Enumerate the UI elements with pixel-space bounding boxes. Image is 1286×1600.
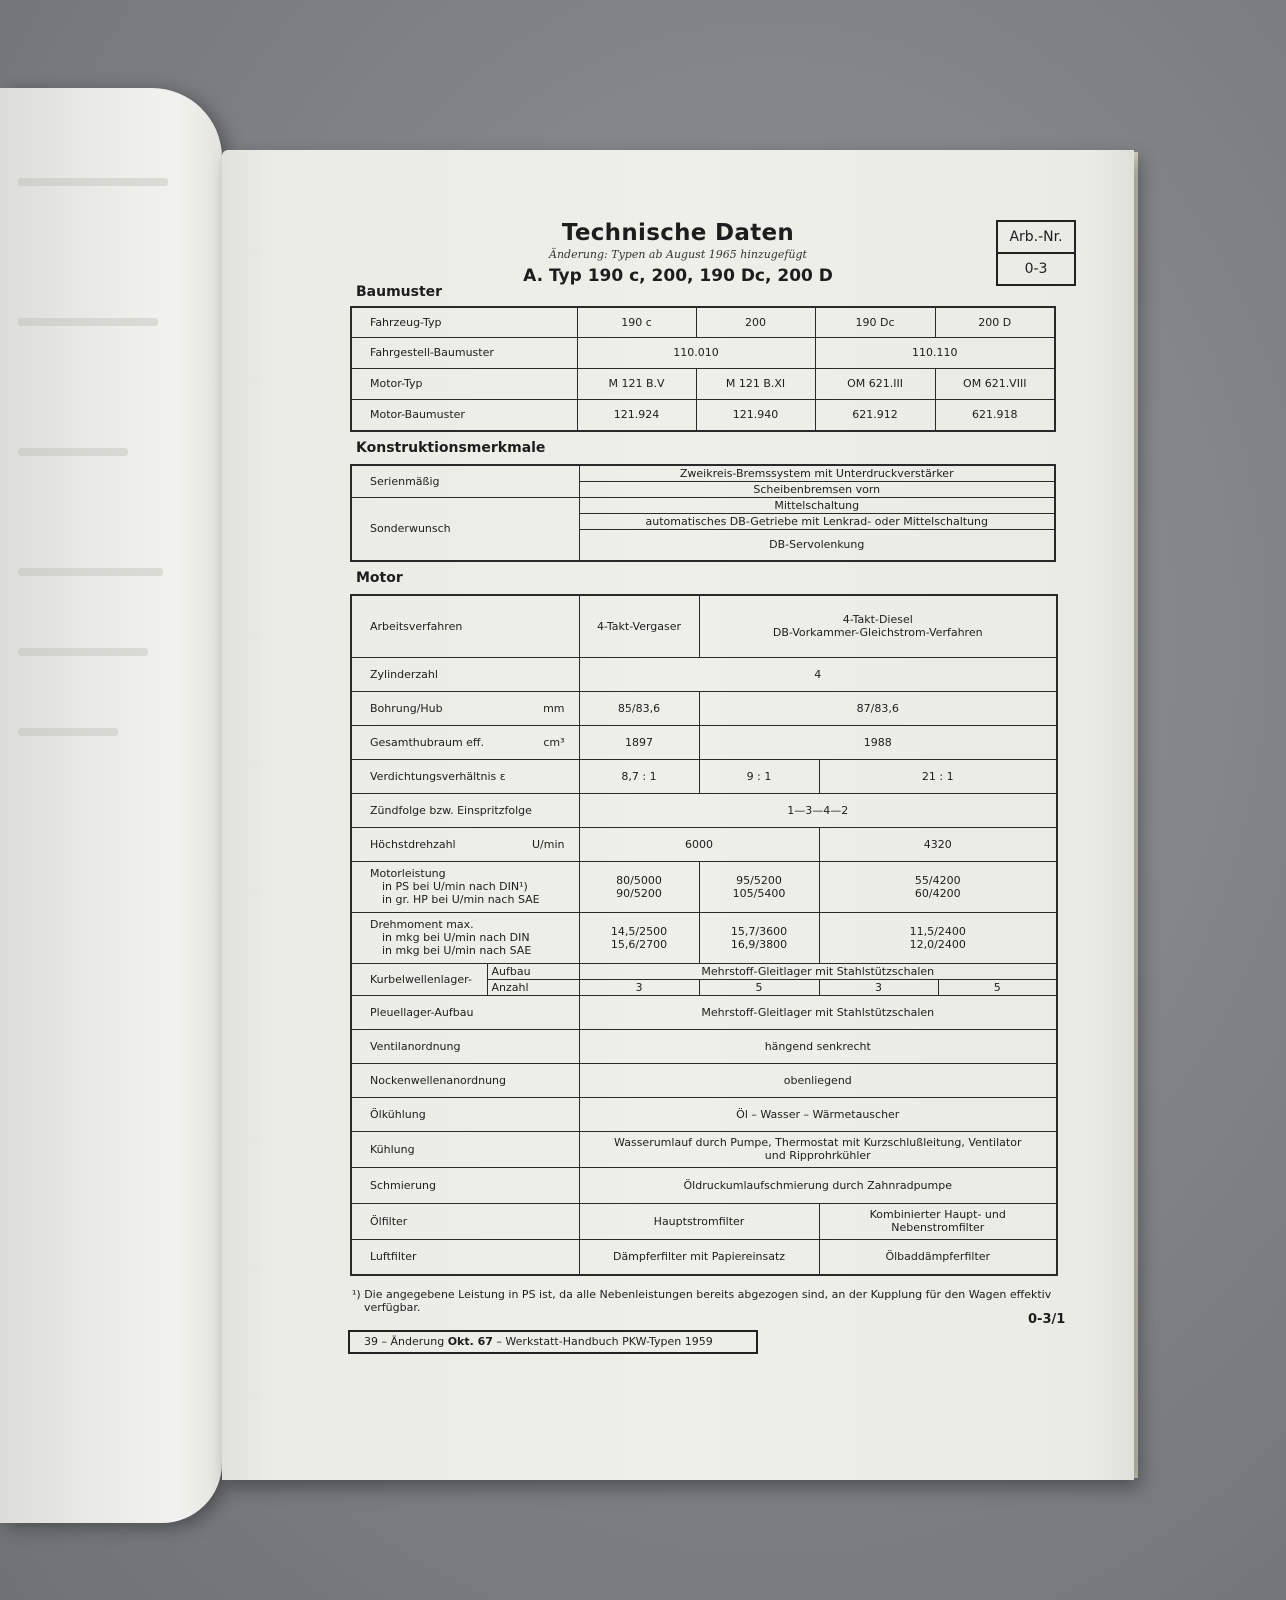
section-konstruktion: Konstruktionsmerkmale [356, 440, 546, 456]
motor-table [350, 594, 1058, 1276]
row-sublabel: in mkg bei U/min nach DIN [382, 931, 530, 944]
cell: DB-Servolenkung [579, 529, 1055, 561]
table-row [351, 1167, 1057, 1203]
section-baumuster: Baumuster [356, 284, 443, 300]
cell: 3 [579, 979, 699, 995]
row-label: Ölkühlung [351, 1097, 579, 1131]
row-sublabel: in gr. HP bei U/min nach SAE [382, 893, 540, 906]
change-note: Änderung: Typen ab August 1965 hinzugefügt [549, 248, 807, 261]
table-row [351, 1063, 1057, 1097]
cell: Ölbaddämpferfilter [819, 1239, 1057, 1275]
cell: 190 Dc [815, 307, 935, 337]
unit-label: cm³ [543, 735, 565, 749]
section-motor: Motor [356, 570, 403, 586]
table-row [351, 861, 1057, 912]
cell: 190 c [577, 307, 696, 337]
table-row [351, 1131, 1057, 1167]
row-label: Kurbelwellenlager- [351, 963, 487, 995]
cell: 8,7 : 1 [579, 759, 699, 793]
cell: 85/83,6 [579, 691, 699, 725]
konstruktion-table [350, 464, 1056, 562]
unit-label: mm [543, 701, 565, 715]
row-label [351, 725, 579, 759]
cell: 1988 [699, 725, 1057, 759]
row-label: Motor-Baumuster [351, 399, 577, 431]
table-row [351, 1097, 1057, 1131]
footer-box [348, 1330, 758, 1354]
table-row [351, 497, 1055, 513]
row-label: Kühlung [351, 1131, 579, 1167]
arb-nr-box [996, 220, 1076, 286]
table-row [351, 963, 1057, 979]
cell-line: Nebenstromfilter [891, 1221, 985, 1234]
row-label: Nockenwellenanordnung [351, 1063, 579, 1097]
cell: OM 621.III [815, 368, 935, 399]
cell: hängend senkrecht [579, 1029, 1057, 1063]
arb-nr-label: Arb.-Nr. [998, 222, 1074, 254]
cell: 87/83,6 [699, 691, 1057, 725]
cell-line: 90/5200 [616, 886, 662, 900]
left-page [0, 88, 222, 1523]
cell-line: 15,7/3600 [730, 924, 788, 938]
cell [819, 912, 1057, 963]
cell: 621.912 [815, 399, 935, 431]
cell: obenliegend [579, 1063, 1057, 1097]
cell-line: Wasserumlauf durch Pumpe, Thermostat mit Kurzschlußleitung, Ventilator [614, 1136, 1022, 1149]
type-line: A. Typ 190 c, 200, 190 Dc, 200 D [523, 266, 833, 286]
row-label: Fahrzeug-Typ [351, 307, 577, 337]
row-sublabel: in mkg bei U/min nach SAE [382, 944, 532, 957]
cell [579, 861, 699, 912]
cell: Mittelschaltung [579, 497, 1055, 513]
cell: 621.918 [935, 399, 1055, 431]
row-label-text: Motorleistung [370, 867, 446, 880]
footer-suffix: – Werkstatt-Handbuch PKW-Typen 1959 [496, 1335, 713, 1348]
row-label: Verdichtungsverhältnis ε [351, 759, 579, 793]
footnote-line: ¹) Die angegebene Leistung in PS ist, da alle Nebenleistungen bereits abgezogen sind, an der Kupplung für den Wagen effektiv [352, 1288, 1052, 1301]
cell: 110.110 [815, 337, 1055, 368]
cell: Hauptstromfilter [579, 1203, 819, 1239]
cell-line: 16,9/3800 [730, 937, 788, 951]
cell [699, 861, 819, 912]
cell-line: 14,5/2500 [610, 924, 668, 938]
cell: Zweikreis-Bremssystem mit Unterdruckverstärker [579, 465, 1055, 481]
cell: Öl – Wasser – Wärmetauscher [579, 1097, 1057, 1131]
row-label-text: Gesamthubraum eff. [370, 735, 485, 749]
row-label [351, 861, 579, 912]
table-row [351, 995, 1057, 1029]
footer-date: Okt. 67 [447, 1335, 493, 1348]
cell: 5 [938, 979, 1057, 995]
row-label: Fahrgestell-Baumuster [351, 337, 577, 368]
footer-prefix: 39 – Änderung [364, 1335, 445, 1348]
table-row [351, 399, 1055, 431]
row-label: Motor-Typ [351, 368, 577, 399]
cell-line: 12,0/2400 [909, 937, 966, 951]
footnote-line: verfügbar. [364, 1301, 421, 1314]
cell-line: 11,5/2400 [909, 924, 966, 938]
row-sublabel: Aufbau [487, 963, 579, 979]
cell: 200 [696, 307, 815, 337]
cell: Dämpferfilter mit Papiereinsatz [579, 1239, 819, 1275]
cell: automatisches DB-Getriebe mit Lenkrad- oder Mittelschaltung [579, 513, 1055, 529]
cell: 121.924 [577, 399, 696, 431]
row-label [351, 827, 579, 861]
baumuster-table [350, 306, 1056, 432]
row-label: Arbeitsverfahren [351, 595, 579, 657]
cell-line: Kombinierter Haupt- und [869, 1208, 1006, 1221]
cell: Scheibenbremsen vorn [579, 481, 1055, 497]
cell-line: 80/5000 [616, 873, 662, 887]
cell [579, 1131, 1057, 1167]
cell [579, 912, 699, 963]
cell-line: 105/5400 [732, 886, 786, 900]
cell: Mehrstoff-Gleitlager mit Stahlstützschalen [579, 963, 1057, 979]
row-label: Sonderwunsch [351, 497, 579, 561]
row-label: Ventilanordnung [351, 1029, 579, 1063]
table-row [351, 1203, 1057, 1239]
row-label [351, 691, 579, 725]
cell [699, 595, 1057, 657]
table-row [351, 912, 1057, 963]
row-label: Pleuellager-Aufbau [351, 995, 579, 1029]
cell-line: und Ripprohrkühler [764, 1149, 871, 1162]
table-row [351, 725, 1057, 759]
row-sublabel: in PS bei U/min nach DIN¹) [382, 880, 528, 893]
cell: Öldruckumlaufschmierung durch Zahnradpumpe [579, 1167, 1057, 1203]
table-row [351, 759, 1057, 793]
cell: 1897 [579, 725, 699, 759]
cell: 4 [579, 657, 1057, 691]
table-row [351, 793, 1057, 827]
cell: 6000 [579, 827, 819, 861]
row-label: Luftfilter [351, 1239, 579, 1275]
table-row [351, 1239, 1057, 1275]
cell [699, 912, 819, 963]
table-row [351, 657, 1057, 691]
cell: 21 : 1 [819, 759, 1057, 793]
cell: M 121 B.V [577, 368, 696, 399]
cell: 110.010 [577, 337, 815, 368]
cell: 121.940 [696, 399, 815, 431]
cell-line: DB-Vorkammer-Gleichstrom-Verfahren [772, 626, 983, 640]
row-label: Serienmäßig [351, 465, 579, 497]
row-label-text: Höchstdrehzahl [370, 837, 456, 851]
cell: 9 : 1 [699, 759, 819, 793]
cell-line: 55/4200 [914, 873, 961, 887]
row-sublabel: Anzahl [487, 979, 579, 995]
table-row [351, 465, 1055, 481]
row-label: Ölfilter [351, 1203, 579, 1239]
arb-nr-value: 0-3 [1024, 261, 1048, 277]
page-title: Technische Daten [561, 220, 795, 246]
page-number: 0-3/1 [1028, 1312, 1066, 1327]
document-page [222, 150, 1134, 1480]
cell: 4-Takt-Vergaser [579, 595, 699, 657]
row-label: Schmierung [351, 1167, 579, 1203]
unit-label: U/min [531, 837, 565, 851]
row-label [351, 912, 579, 963]
table-row [351, 337, 1055, 368]
footnote [352, 1288, 1072, 1314]
row-label: Zylinderzahl [351, 657, 579, 691]
table-row [351, 307, 1055, 337]
cell-line: 95/5200 [736, 873, 782, 887]
cell [819, 1203, 1057, 1239]
cell: OM 621.VIII [935, 368, 1055, 399]
cell [819, 861, 1057, 912]
table-row [351, 827, 1057, 861]
table-row [351, 595, 1057, 657]
row-label: Zündfolge bzw. Einspritzfolge [351, 793, 579, 827]
cell: Mehrstoff-Gleitlager mit Stahlstützschalen [579, 995, 1057, 1029]
cell: 200 D [935, 307, 1055, 337]
cell-line: 4-Takt-Diesel [842, 613, 913, 627]
cell: 3 [819, 979, 938, 995]
row-label-text: Bohrung/Hub [370, 701, 443, 715]
table-row [351, 368, 1055, 399]
cell-line: 15,6/2700 [610, 937, 668, 951]
cell: 5 [699, 979, 819, 995]
cell-line: 60/4200 [914, 886, 961, 900]
table-row [351, 1029, 1057, 1063]
table-row [351, 691, 1057, 725]
cell: M 121 B.XI [696, 368, 815, 399]
cell: 1—3—4—2 [579, 793, 1057, 827]
row-label-text: Drehmoment max. [370, 918, 474, 931]
cell: 4320 [819, 827, 1057, 861]
